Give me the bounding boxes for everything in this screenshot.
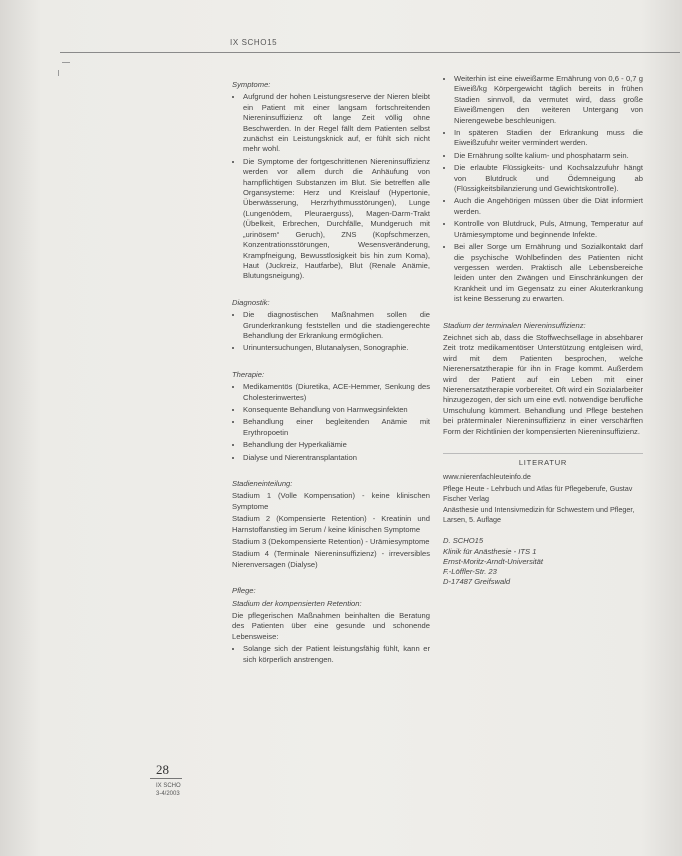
list-item: • Kontrolle von Blutdruck, Puls, Atmung, Temperatur auf Urämiesymptome und beginnende Infekte.: [454, 219, 643, 240]
list-item: • Die Ernährung sollte kalium- und phosphatarm sein.: [454, 151, 643, 161]
list-item: • Die Symptome der fortgeschrittenen Niereninsuffizienz werden vor allem durch die Anhäufung von harnpflichtigen Substanzen im Blut. Sie betreffen alle Organsysteme: Herz und Kreislauf (Hypertonie, Überwässerung, Herzrhythmusstörungen), Lunge (Lungenödem, Pleuraerguss), Magen-Darm-Trakt (Übelkeit, Erbrechen, Durchfälle, Mundgeruch mit „urinösem“ Geruch), ZNS (Kopfschmerzen, Konzentrationsstörungen, Wesensveränderung, Krampfneigung, Bewusstlosigkeit bis hin zum Koma), Haut (Juckreiz, Hautfarbe), Blut (Renale Anämie, Blutungsneigung).: [243, 157, 430, 282]
author-line: Klinik für Anästhesie - ITS 1: [443, 546, 537, 556]
margin-mark: [62, 62, 70, 63]
diagnostik-heading: Diagnostik:: [232, 297, 270, 307]
literatur-item: Pflege Heute - Lehrbuch und Atlas für Pflegeberufe, Gustav Fischer Verlag: [443, 484, 633, 503]
pflege-heading: Pflege:: [232, 586, 256, 596]
symptome-list: [232, 92, 430, 281]
pflege-list: [232, 644, 430, 665]
therapie-list: [232, 382, 430, 463]
list-item: • Die diagnostischen Maßnahmen sollen die Grunderkrankung feststellen und die stadiengerechte Behandlung der Erkrankung ermöglichen.: [243, 310, 430, 341]
literatur-list: [443, 472, 643, 524]
pflege-list-continued: [443, 74, 643, 305]
list-item: • Behandlung der Hyperkaliämie: [243, 440, 430, 450]
list-item: • Bei aller Sorge um Ernährung und Sozialkontakt darf die psychische Wohlbefinden des Patienten nicht vergessen werden. Praktisch alle Lebensbereiche leiden unter den Zwängen und Einschränkungen der Krankheit und im Gegensatz zu einer Akuterkrankung ist keine Besserung zu erwarten.: [454, 242, 643, 304]
author-line: D. SCHO15: [443, 536, 484, 546]
list-item: • In späteren Stadien der Erkrankung muss die Eiweißzufuhr weiter vermindert werden.: [454, 128, 643, 149]
list-item: • Behandlung einer begleitenden Anämie mit Erythropoetin: [243, 417, 430, 438]
list-item: • Die erlaubte Flüssigkeits- und Kochsalzzufuhr hängt von Blutdruck und Ödemneigung ab (Flüssigkeitsbilanzierung und Gewichtskontrolle).: [454, 163, 643, 194]
literatur-heading: LITERATUR: [443, 453, 643, 468]
author-line: Ernst-Moritz-Arndt-Universität: [443, 556, 544, 566]
list-item: • Aufgrund der hohen Leistungsreserve der Nieren bleibt ein Patient mit einer langsam fortschreitenden Niereninsuffizienz oft lange Zeit völlig ohne Beschwerden. In der Regel fällt dem Patienten selbst zunächst ein Leistungsknick auf, er fühlt sich nicht mehr wohl.: [243, 92, 430, 154]
list-item: • Medikamentös (Diuretika, ACE-Hemmer, Senkung des Cholesterinwertes): [243, 382, 430, 403]
literatur-item: Anästhesie und Intensivmedizin für Schwestern und Pfleger, Larsen, 5. Auflage: [443, 505, 635, 524]
diagnostik-list: [232, 310, 430, 354]
literatur-item: www.nierenfachleuteinfo.de: [443, 472, 531, 482]
therapie-heading: Therapie:: [232, 369, 265, 379]
header-rule: [60, 52, 680, 53]
stadium-line: Stadium 4 (Terminale Niereninsuffizienz) - irreversibles Nierenversagen (Dialyse): [232, 549, 430, 569]
author-line: F.-Löffler-Str. 23: [443, 566, 497, 576]
stadien-heading: Stadieneinteilung:: [232, 479, 293, 488]
list-item: • Urinuntersuchungen, Blutanalysen, Sonographie.: [243, 343, 430, 353]
list-item: • Weiterhin ist eine eiweißarme Ernährung von 0,6 - 0,7 g Eiweiß/kg Körpergewicht täglich bereits in frühen Stadien sinnvoll, da vermutet wird, dass große Eiweißmengen den weiteren Untergang von Nierengewebe beschleunigen.: [454, 74, 643, 126]
list-item: • Dialyse und Nierentransplantation: [243, 453, 430, 463]
symptome-heading: Symptome:: [232, 80, 271, 89]
pflege-subheading: Stadium der kompensierten Retention:: [232, 598, 362, 608]
stadium-line: Stadium 3 (Dekompensierte Retention) - Urämiesymptome: [232, 537, 430, 547]
page-number: 28: [156, 762, 169, 777]
list-item: • Auch die Angehörigen müssen über die Diät informiert werden.: [454, 196, 643, 217]
author-block: [443, 536, 643, 587]
author-line: D-17487 Greifswald: [443, 577, 511, 587]
terminal-text: Zeichnet sich ab, dass die Stoffwechsellage in absehbarer Zeit trotz medikamentöser Unterstützung entgleisen wird, wird mit dem Patienten besprochen, welche Nierenersatztherapie für ihn in Frage kommt. Außerdem wird der Patient auf ein Leben mit einer Nierenersatztherapie vorbereitet. Oft wird ein Sozialarbeiter hinzugezogen, der sich um eine evtl. notwendige berufliche Umschulung kümmert. Behandlung und Pflege bestehen bei präterminaler Niereninsuffizienz in einer verschärften Form der Richtlinien der kompensierten Niereninsuffizienz.: [443, 332, 643, 436]
stadium-line: Stadium 1 (Volle Kompensation) - keine klinischen Symptome: [232, 491, 430, 511]
list-item: • Solange sich der Patient leistungsfähig fühlt, kann er sich körperlich anstrengen.: [243, 644, 430, 665]
terminal-heading: Stadium der terminalen Niereninsuffizienz:: [443, 320, 586, 330]
footer-line: IX SCHO: [156, 783, 181, 789]
stadium-line: Stadium 2 (Kompensierte Retention) - Kreatinin und Harnstoffanstieg im Serum / keine klinischen Symptome: [232, 514, 430, 534]
left-column: [232, 76, 430, 667]
list-item: • Konsequente Behandlung von Harnwegsinfekten: [243, 405, 430, 415]
footer-line: 3-4/2003: [156, 790, 180, 797]
page-number-rule: [150, 778, 182, 779]
running-header: IX SCHO15: [230, 38, 278, 47]
margin-mark: [58, 70, 59, 76]
page-footer: [156, 783, 181, 798]
right-column: [443, 74, 643, 587]
pflege-text: Die pflegerischen Maßnahmen beinhalten die Beratung des Patienten über eine gesunde und schonende Lebensweise:: [232, 611, 430, 641]
